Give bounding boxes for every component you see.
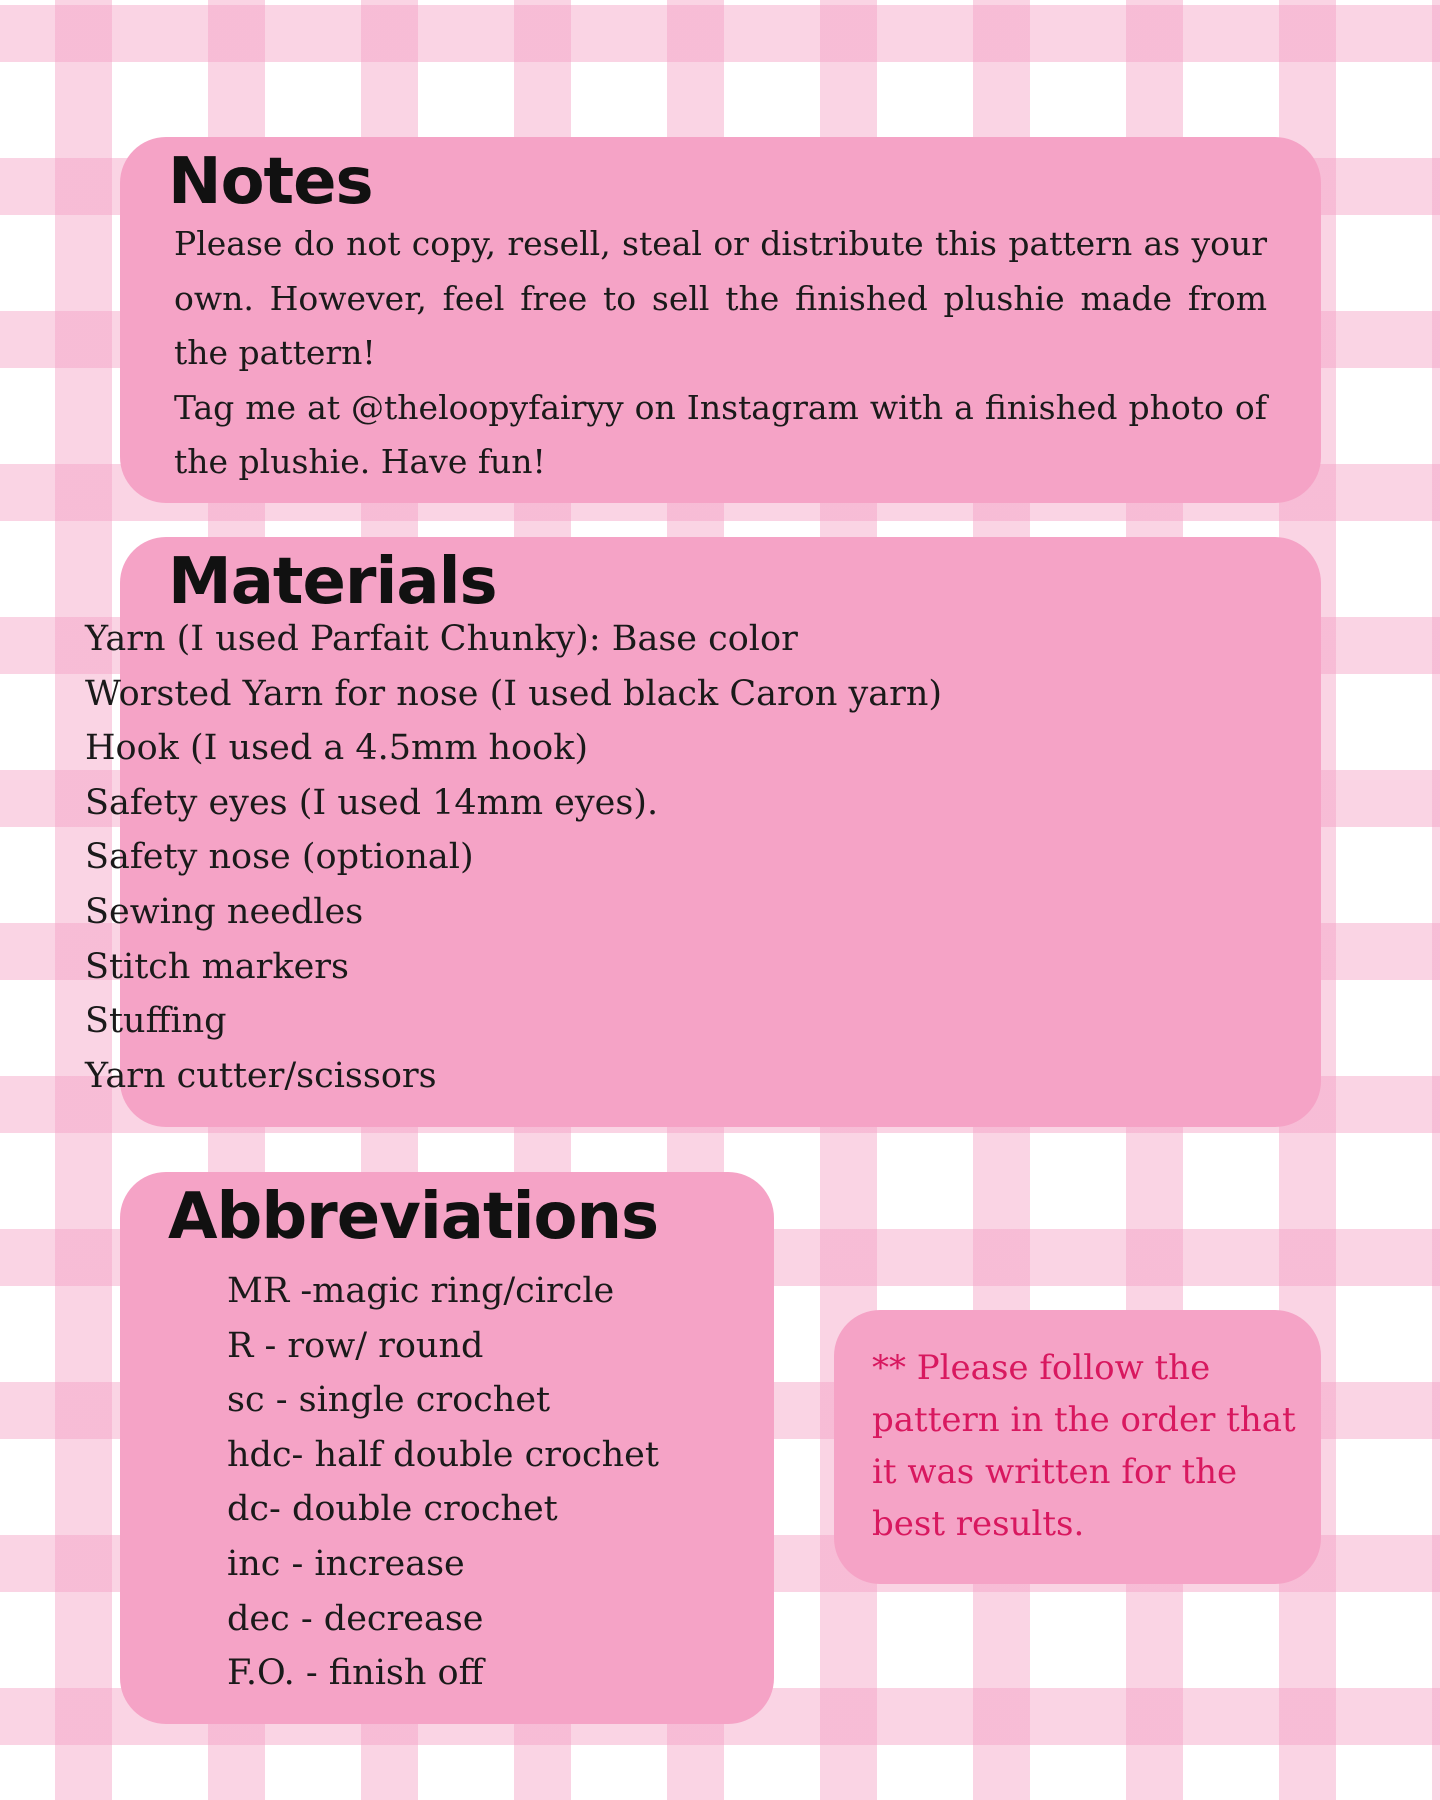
abbreviations-list	[227, 1264, 659, 1701]
notes-heading: Notes	[168, 145, 373, 219]
list-item: Safety nose (optional)	[85, 837, 474, 878]
list-item: MR -magic ring/circle	[227, 1271, 615, 1311]
notes-panel	[120, 137, 1321, 503]
list-item: Sewing needles	[85, 891, 364, 932]
list-item: Stitch markers	[85, 946, 349, 987]
order-note-box	[834, 1310, 1321, 1584]
abbreviations-heading: Abbreviations	[168, 1180, 659, 1254]
list-item: R - row/ round	[227, 1325, 484, 1366]
list-item: Yarn cutter/scissors	[85, 1055, 437, 1096]
list-item: inc - increase	[227, 1543, 465, 1584]
list-item: Safety eyes (I used 14mm eyes).	[85, 782, 659, 823]
list-item: F.O. - finish off	[227, 1653, 484, 1694]
list-item: Hook (I used a 4.5mm hook)	[85, 728, 589, 769]
list-item: sc - single crochet	[227, 1380, 551, 1421]
list-item: dc- double crochet	[227, 1489, 558, 1530]
notes-paragraph: Please do not copy, resell, steal or distribute this pattern as your own. However, feel free to sell the finished plushie made from the pattern!	[174, 224, 1267, 372]
materials-heading: Materials	[168, 545, 497, 619]
notes-body	[174, 217, 1267, 490]
order-note-text: ** Please follow the pattern in the order that it was written for the best results.	[872, 1348, 1296, 1544]
notes-paragraph: Tag me at @theloopyfairyy on Instagram with a finished photo of the plushie. Have fun!	[174, 387, 1267, 481]
list-item: hdc- half double crochet	[227, 1434, 659, 1475]
list-item: Worsted Yarn for nose (I used black Caron yarn)	[85, 673, 943, 714]
materials-list	[85, 612, 942, 1103]
list-item: dec - decrease	[227, 1598, 484, 1639]
list-item: Yarn (I used Parfait Chunky): Base color	[85, 619, 798, 659]
list-item: Stuffing	[85, 1001, 227, 1042]
